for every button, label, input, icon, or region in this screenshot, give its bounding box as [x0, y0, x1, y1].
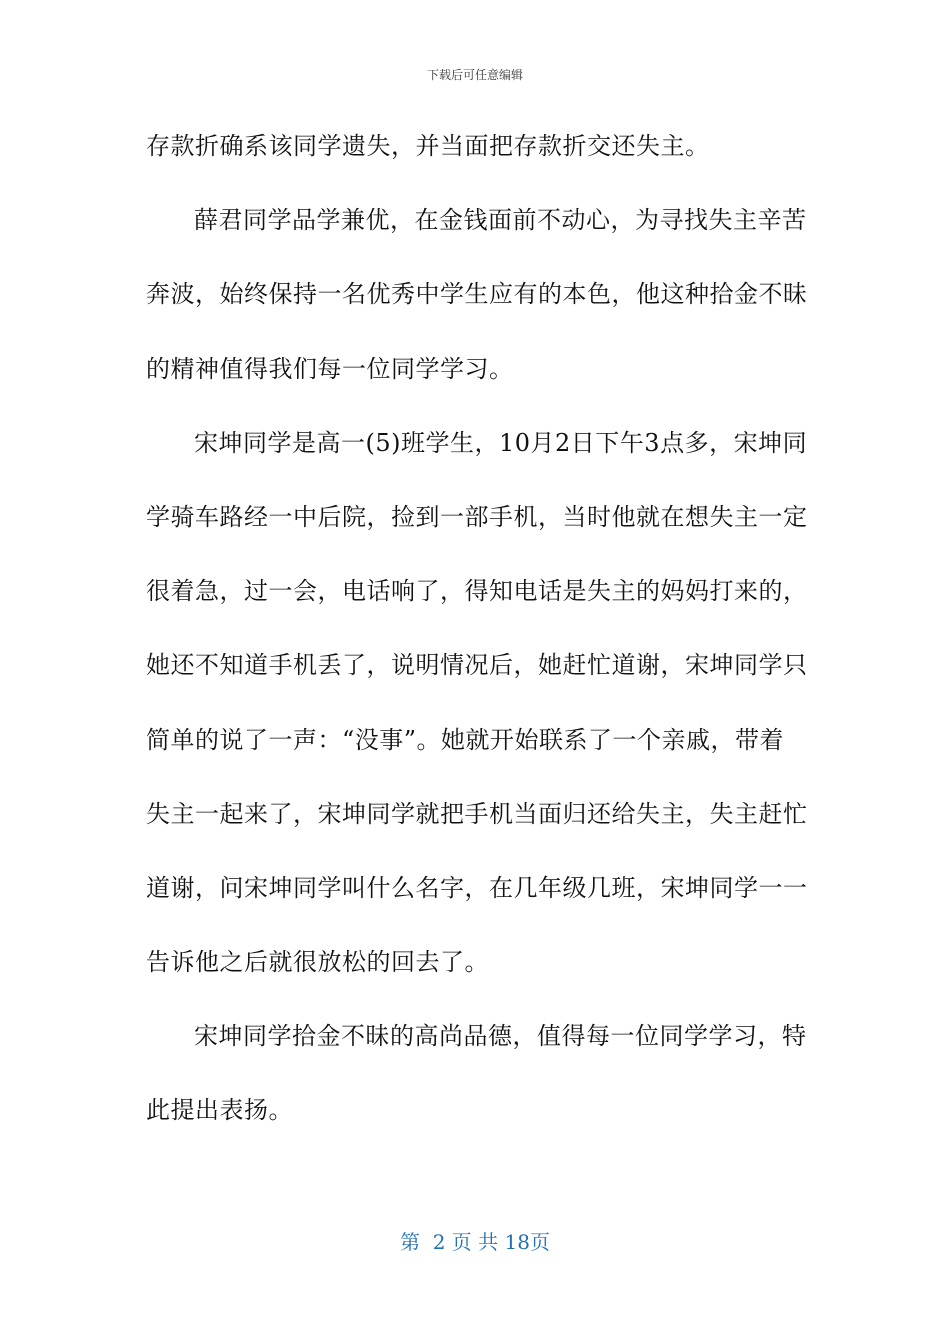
text-line: 奔波，始终保持一名优秀中学生应有的本色，他这种拾金不昧 — [146, 280, 808, 309]
text-line: 此提出表扬。 — [146, 1096, 293, 1125]
text-line: 的精神值得我们每一位同学学习。 — [146, 354, 514, 383]
page-number: 第 2 页 共 18页 — [400, 1230, 550, 1254]
text-line: 薛君同学品学兼优，在金钱面前不动心，为寻找失主辛苦 — [194, 206, 807, 235]
header-note: 下载后可任意编辑 — [426, 68, 523, 82]
text-line: 她还不知道手机丢了，说明情况后，她赶忙道谢，宋坤同学只 — [146, 651, 808, 680]
text-line: 很着急，过一会，电话响了，得知电话是失主的妈妈打来的， — [146, 577, 808, 606]
text-line: 告诉他之后就很放松的回去了。 — [146, 948, 489, 977]
text-line: 简单的说了一声：“没事”。她就开始联系了一个亲戚，带着 — [146, 725, 785, 754]
text-line: 学骑车路经一中后院，捡到一部手机，当时他就在想失主一定 — [146, 502, 808, 531]
text-line: 失主一起来了，宋坤同学就把手机当面归还给失主，失主赶忙 — [146, 799, 808, 828]
text-line: 道谢，问宋坤同学叫什么名字，在几年级几班，宋坤同学一一 — [146, 873, 808, 902]
text-line: 宋坤同学是高一(5)班学生，10月2日下午3点多，宋坤同 — [194, 428, 808, 457]
text-line: 存款折确系该同学遗失，并当面把存款折交还失主。 — [146, 132, 710, 160]
text-line: 宋坤同学拾金不昧的高尚品德，值得每一位同学学习，特 — [194, 1022, 807, 1051]
document-body — [146, 122, 806, 1161]
